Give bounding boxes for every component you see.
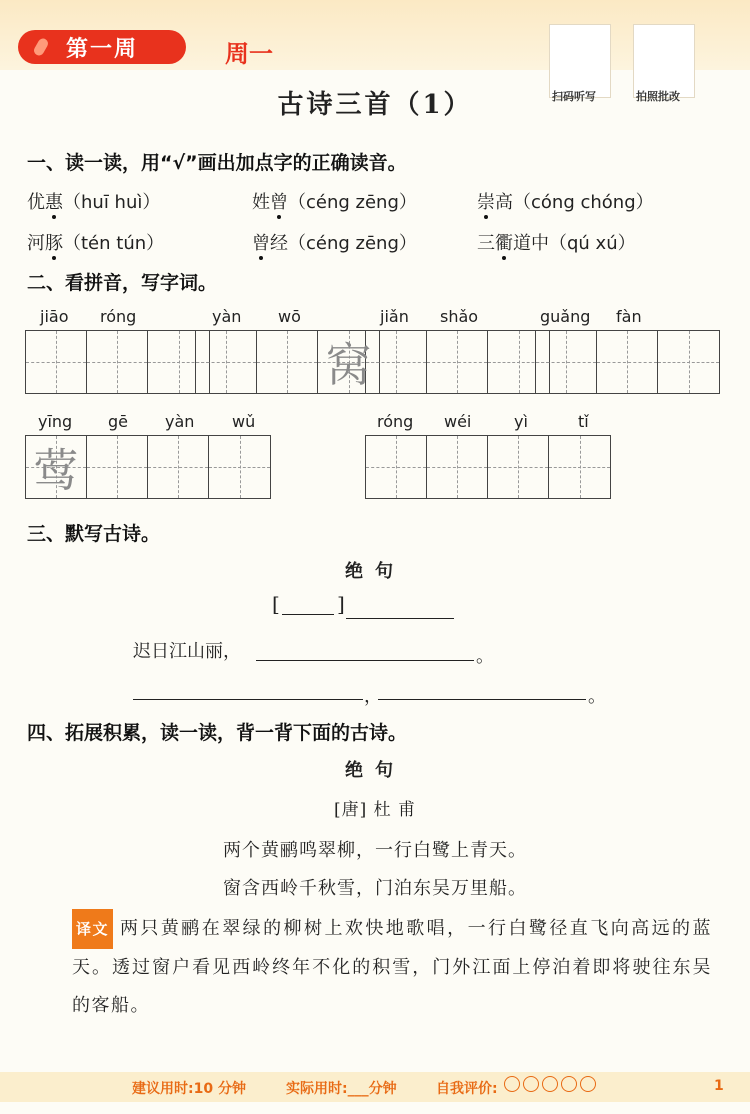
grid-cell[interactable] xyxy=(658,331,719,393)
poem2-line2: 窗含西岭千秋雪，门泊东吴万里船。 xyxy=(223,878,527,899)
writing-grid xyxy=(535,330,720,394)
poem2-author: [唐] 杜 甫 xyxy=(333,800,417,820)
writing-grid xyxy=(25,435,271,499)
section4-heading: 四、拓展积累，读一读，背一背下面的古诗。 xyxy=(27,722,408,744)
bracket-close: ] xyxy=(337,592,345,616)
pinyin-options[interactable]: （cóng chóng） xyxy=(513,192,654,213)
author-blank[interactable] xyxy=(346,618,454,619)
star-icon[interactable] xyxy=(504,1076,520,1092)
cell-char xyxy=(148,436,208,498)
poem1-line1-start: 迟日江山丽， xyxy=(133,641,241,662)
cell-char xyxy=(597,331,657,393)
dotted-char: 衢 xyxy=(495,233,513,254)
pinyin-label: jiǎn xyxy=(380,307,409,326)
grid-cell[interactable] xyxy=(488,436,549,498)
pinyin-label: gē xyxy=(108,412,128,431)
writing-grid xyxy=(365,435,611,499)
grid-cell[interactable] xyxy=(26,331,87,393)
pinyin-label: wō xyxy=(278,307,301,326)
pinyin-options[interactable]: （tén tún） xyxy=(63,233,165,254)
translation-text: 两只黄鹂在翠绿的柳树上欢快地歌唱，一行白鹭径直飞向高远的蓝天。透过窗户看见西岭终年不化的积雪，门外江面上停泊着即将驶往东吴的客船。 xyxy=(72,918,712,1016)
grid-cell[interactable] xyxy=(148,436,209,498)
pinyin-options[interactable]: （huī huì） xyxy=(63,192,161,213)
cell-char xyxy=(87,436,147,498)
page-number: 1 xyxy=(714,1078,724,1094)
poem1-period: 。 xyxy=(476,646,494,667)
pinyin-label: róng xyxy=(377,412,414,431)
reading-item xyxy=(27,188,160,214)
poem1-line2-blank-a[interactable] xyxy=(133,699,363,700)
cell-char xyxy=(536,331,596,393)
reading-item xyxy=(477,188,654,214)
pinyin-label: róng xyxy=(100,307,137,326)
grid-cell[interactable] xyxy=(87,331,148,393)
suggested-time: 建议用时:10 分钟 xyxy=(132,1081,246,1097)
star-icon[interactable] xyxy=(523,1076,539,1092)
grid-cell[interactable] xyxy=(366,436,427,498)
cell-char: 窝 xyxy=(325,338,372,392)
dotted-char: 崇 xyxy=(477,192,495,213)
reading-item xyxy=(27,229,164,255)
week-label: 第一周 xyxy=(65,36,138,62)
word-prefix: 河 xyxy=(27,233,45,254)
poem2-title: 绝句 xyxy=(345,760,405,781)
dynasty-blank[interactable] xyxy=(282,614,334,615)
cell-char xyxy=(658,331,719,393)
reading-item xyxy=(252,188,417,214)
pinyin-label: yàn xyxy=(212,307,242,326)
star-icon[interactable] xyxy=(561,1076,577,1092)
pinyin-label: yīng xyxy=(38,412,73,431)
poem1-line1-blank[interactable] xyxy=(256,660,474,661)
pinyin-options[interactable]: （céng zēng） xyxy=(288,192,417,213)
writing-grid xyxy=(195,330,380,394)
pinyin-label: jiāo xyxy=(40,307,69,326)
cell-char xyxy=(366,331,426,393)
section1-heading: 一、读一读，用“√”画出加点字的正确读音。 xyxy=(27,152,407,174)
bracket-open: [ xyxy=(272,592,280,616)
word-suffix: 道中 xyxy=(513,233,549,254)
rating-stars[interactable] xyxy=(504,1076,596,1092)
grid-cell[interactable] xyxy=(209,436,270,498)
grid-cell[interactable] xyxy=(597,331,658,393)
poem1-title: 绝句 xyxy=(345,561,405,582)
cell-char xyxy=(196,331,256,393)
grid-cell[interactable] xyxy=(87,436,148,498)
cell-char xyxy=(488,436,548,498)
cell-char xyxy=(366,436,426,498)
star-icon[interactable] xyxy=(542,1076,558,1092)
section2-heading: 二、看拼音，写字词。 xyxy=(27,272,218,294)
translation-tag: 译文 xyxy=(72,909,113,949)
dotted-char: 豚 xyxy=(45,233,63,254)
grid-cell[interactable] xyxy=(427,436,488,498)
writing-grid xyxy=(365,330,550,394)
word-suffix: 高 xyxy=(495,192,513,213)
cell-char xyxy=(427,436,487,498)
pinyin-label: wǔ xyxy=(232,412,256,431)
qr-listen-label: 扫码听写 xyxy=(552,90,596,103)
pinyin-options[interactable]: （qú xú） xyxy=(549,233,636,254)
cell-char xyxy=(427,331,487,393)
pinyin-label: yàn xyxy=(165,412,195,431)
reading-item xyxy=(477,229,636,255)
dotted-char: 曾 xyxy=(270,192,288,213)
actual-time: 实际用时:___分钟 xyxy=(286,1081,397,1097)
cell-char xyxy=(257,331,317,393)
cell-char xyxy=(209,436,270,498)
pinyin-label: tǐ xyxy=(578,412,589,431)
poem1-period2: 。 xyxy=(588,686,606,707)
grid-cell[interactable] xyxy=(427,331,488,393)
cell-char xyxy=(549,436,610,498)
poem1-comma: ， xyxy=(364,686,382,707)
dotted-char: 惠 xyxy=(45,192,63,213)
word-prefix: 三 xyxy=(477,233,495,254)
word-prefix: 优 xyxy=(27,192,45,213)
reading-item xyxy=(252,229,417,255)
star-icon[interactable] xyxy=(580,1076,596,1092)
cell-char xyxy=(87,331,147,393)
writing-grid xyxy=(25,330,210,394)
grid-cell[interactable] xyxy=(549,436,610,498)
qr-photo-label: 拍照批改 xyxy=(636,90,680,103)
self-eval-label: 自我评价: xyxy=(436,1081,498,1097)
pinyin-label: wéi xyxy=(444,412,472,431)
translation xyxy=(72,909,712,1025)
tab-decoration xyxy=(32,37,50,58)
poem2-line1: 两个黄鹂鸣翠柳，一行白鹭上青天。 xyxy=(223,840,527,861)
week-tab xyxy=(18,30,186,64)
pinyin-options[interactable]: （céng zēng） xyxy=(288,233,417,254)
dotted-char: 曾 xyxy=(252,233,270,254)
pinyin-label: guǎng xyxy=(540,307,591,326)
word-prefix: 姓 xyxy=(252,192,270,213)
grid-cell[interactable] xyxy=(26,436,87,498)
cell-char: 莺 xyxy=(33,443,79,497)
page-title: 古诗三首（1） xyxy=(277,90,473,120)
grid-cell[interactable] xyxy=(257,331,318,393)
grid-cell[interactable] xyxy=(196,331,257,393)
poem1-line2-blank-b[interactable] xyxy=(378,699,586,700)
pinyin-label: yì xyxy=(514,412,528,431)
grid-cell[interactable] xyxy=(366,331,427,393)
day-label: 周一 xyxy=(225,40,273,68)
section3-heading: 三、默写古诗。 xyxy=(27,523,161,545)
pinyin-label: shǎo xyxy=(440,307,479,326)
grid-cell[interactable] xyxy=(536,331,597,393)
pinyin-label: fàn xyxy=(616,307,642,326)
cell-char xyxy=(26,331,86,393)
word-suffix: 经 xyxy=(270,233,288,254)
